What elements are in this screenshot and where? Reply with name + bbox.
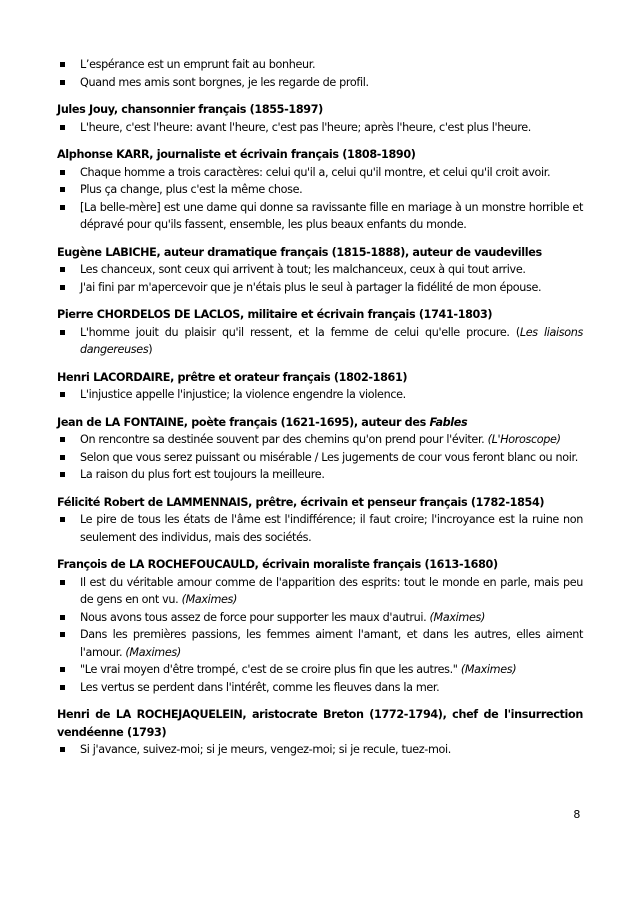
page-number: 8 [573,808,580,821]
quote-section [57,56,583,91]
quote-list [57,261,583,296]
author-surname: LAMMENNAIS [166,495,249,509]
quote-text: Dans les premières passions, les femmes aiment l'amant, et dans les autres, elles aiment l'amour. [80,628,583,659]
quote-item [57,324,583,359]
quote-item [57,679,583,697]
quote-item [57,741,583,759]
author-heading [57,556,583,574]
quote-list [57,431,583,484]
quote-section [57,494,583,547]
author-description: , militaire et écrivain français (1741-1803) [240,308,493,321]
author-description: , aristocrate Breton (1772-1794), chef de l'insurrection vendéenne (1793) [57,708,583,739]
author-first-name: François de [57,558,129,571]
quote-text: Chaque homme a trois caractères: celui qu'il a, celui qu'il montre, et celui qu'il croit avoir. [80,165,551,179]
author-surname: LA FONTAINE [104,415,184,429]
author-surname: LACORDAIRE [93,370,171,384]
quote-section [57,146,583,234]
quote-text: [La belle-mère] est une dame qui donne sa ravissante fille en mariage à un monstre horrible et dépravé pour qu'ils fassent, ensemble, les plus beaux enfants du monde. [80,200,583,231]
author-surname: LABICHE [105,245,157,259]
quote-item [57,386,583,404]
quote-list [57,741,583,759]
quote-item [57,181,583,199]
author-heading [57,369,583,387]
author-first-name: Jean de [57,415,105,429]
author-heading [57,706,583,741]
quote-text: Si j'avance, suivez-moi; si je meurs, vengez-moi; si je recule, tuez-moi. [80,743,452,756]
quote-section [57,414,583,484]
quote-section [57,706,583,759]
quote-section [57,556,583,696]
quote-source: (Maximes) [181,593,238,606]
author-heading [57,146,583,164]
quote-text: L’espérance est un emprunt fait au bonheur. [80,58,316,71]
quote-item [57,449,583,467]
quote-text: L'injustice appelle l'injustice; la violence engendre la violence. [80,388,406,401]
quote-text: Nous avons tous assez de force pour supporter les maux d'autrui. [80,610,430,624]
quote-item [57,431,583,449]
quote-text: L'homme jouit du plaisir qu'il ressent, et la femme de celui qu'elle procure. ( [80,325,520,339]
quote-text: Il est du véritable amour comme de l'apparition des esprits: tout le monde en parle, mais peu de gens en ont vu. [80,575,583,606]
author-surname: KARR [116,148,150,161]
quote-text: "Le vrai moyen d'être trompé, c'est de se croire plus fin que les autres." [80,663,461,676]
quote-item [57,279,583,297]
author-text: Jules Jouy, chansonnier français (1855-1897) [57,103,323,116]
author-heading [57,414,583,432]
author-description: , journaliste et écrivain français (1808-1890) [149,148,416,161]
quote-tail: ) [148,343,153,356]
author-first-name: Henri [57,370,94,384]
quote-text: L'heure, c'est l'heure: avant l'heure, c'est pas l'heure; après l'heure, c'est plus l'heure. [80,120,531,134]
quote-list [57,511,583,546]
author-description: , prêtre et orateur français (1802-1861) [170,370,408,384]
quote-list [57,56,583,91]
author-description: , auteur dramatique français (1815-1888), auteur de vaudevilles [156,245,542,259]
author-first-name: Eugène [57,245,106,259]
author-surname: CHORDELOS DE LACLOS [96,308,240,321]
author-heading [57,101,583,119]
quote-list [57,386,583,404]
work-title: Fables [429,415,468,429]
author-first-name: Henri de [57,708,116,721]
author-surname: LA ROCHEJAQUELEIN [115,708,243,721]
quote-section [57,244,583,297]
author-first-name: Pierre [57,308,97,321]
quote-list [57,119,583,137]
quote-text: Les vertus se perdent dans l'intérêt, comme les fleuves dans la mer. [80,680,440,694]
quote-text: Quand mes amis sont borgnes, je les regarde de profil. [80,75,369,89]
quote-item [57,164,583,182]
quote-item [57,119,583,137]
author-heading [57,244,583,262]
author-description: , poète français (1621-1695), auteur des [183,415,430,429]
quote-source: (Maximes) [460,663,517,676]
quote-item [57,261,583,279]
quote-item [57,511,583,546]
quote-source: (L'Horoscope) [487,433,561,446]
quote-item [57,466,583,484]
quote-item [57,199,583,234]
author-description: , écrivain moraliste français (1613-1680) [254,558,498,571]
author-first-name: Félicité Robert de [57,495,167,509]
quote-section [57,369,583,404]
author-description: , prêtre, écrivain et penseur français (1782-1854) [248,495,545,509]
quote-item [57,661,583,679]
quote-section [57,306,583,359]
quote-item [57,626,583,661]
quote-list [57,574,583,697]
quote-source: (Maximes) [429,610,485,624]
author-surname: LA ROCHEFOUCAULD [128,558,255,571]
quote-item [57,609,583,627]
quote-item [57,574,583,609]
quote-section [57,101,583,136]
quote-item [57,56,583,74]
quote-text: On rencontre sa destinée souvent par des chemins qu'on prend pour l'éviter. [80,433,488,446]
quote-text: Selon que vous serez puissant ou misérable / Les jugements de cour vous feront blanc ou noir. [80,450,578,464]
author-first-name: Alphonse [57,148,117,161]
quote-item [57,74,583,92]
quote-text: La raison du plus fort est toujours la meilleure. [80,468,325,481]
quote-text: Plus ça change, plus c'est la même chose. [80,183,303,196]
author-heading [57,494,583,512]
quote-text: Le pire de tous les états de l'âme est l'indifférence; il faut croire; l'incroyance est la ruine non seulement des individus, mais des sociétés. [80,513,583,544]
quote-list [57,164,583,234]
quote-source: (Maximes) [125,645,181,659]
quote-source: Les liaisons dangereuses [80,325,583,356]
quote-text: Les chanceux, sont ceux qui arrivent à tout; les malchanceux, ceux à qui tout arrive. [80,263,526,276]
author-heading [57,306,583,324]
quote-text: J'ai fini par m'apercevoir que je n'étais plus le seul à partager la fidélité de mon épouse. [80,280,542,294]
quote-list [57,324,583,359]
